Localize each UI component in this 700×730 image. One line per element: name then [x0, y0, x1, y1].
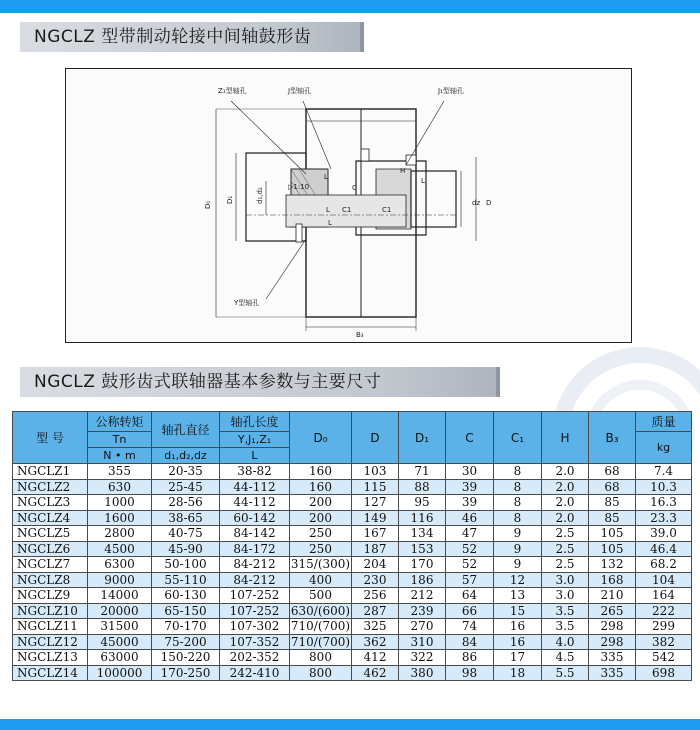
value-cell: 71	[399, 464, 446, 480]
value-cell: 85	[589, 495, 636, 511]
label-y-bore: Y型轴孔	[234, 299, 260, 307]
value-cell: 39.0	[636, 526, 692, 542]
table-row	[13, 495, 692, 511]
value-cell: 150-220	[152, 650, 220, 666]
model-cell: NGCLZ7	[13, 557, 88, 573]
value-cell: 200	[290, 495, 352, 511]
model-cell: NGCLZ14	[13, 665, 88, 681]
table-row	[13, 572, 692, 588]
parameter-table	[12, 411, 692, 681]
value-cell: 66	[446, 603, 494, 619]
value-cell: 265	[589, 603, 636, 619]
value-cell: 9	[494, 526, 542, 542]
value-cell: 462	[352, 665, 399, 681]
value-cell: 322	[399, 650, 446, 666]
table-row	[13, 650, 692, 666]
value-cell: 88	[399, 479, 446, 495]
value-cell: 52	[446, 557, 494, 573]
value-cell: 187	[352, 541, 399, 557]
value-cell: 8	[494, 464, 542, 480]
value-cell: 44-112	[220, 495, 290, 511]
value-cell: 355	[88, 464, 152, 480]
value-cell: 310	[399, 634, 446, 650]
value-cell: 16	[494, 634, 542, 650]
value-cell: 335	[589, 665, 636, 681]
value-cell: 45000	[88, 634, 152, 650]
coupling-drawing	[65, 68, 632, 343]
value-cell: 9	[494, 557, 542, 573]
value-cell: 5.5	[542, 665, 589, 681]
value-cell: 60-142	[220, 510, 290, 526]
value-cell: 9000	[88, 572, 152, 588]
value-cell: 186	[399, 572, 446, 588]
value-cell: 1600	[88, 510, 152, 526]
value-cell: 84-212	[220, 557, 290, 573]
value-cell: 315/(300)	[290, 557, 351, 572]
value-cell: 800	[290, 665, 352, 681]
value-cell: 103	[352, 464, 399, 480]
value-cell: 8	[494, 510, 542, 526]
value-cell: 200	[290, 510, 352, 526]
value-cell: 230	[352, 572, 399, 588]
table-row	[13, 619, 692, 635]
model-cell: NGCLZ9	[13, 588, 88, 604]
value-cell: 23.3	[636, 510, 692, 526]
label-d1d2: d₁,d₂	[256, 187, 264, 204]
value-cell: 4500	[88, 541, 152, 557]
value-cell: 20000	[88, 603, 152, 619]
table-row	[13, 634, 692, 650]
label-j-bore: J型轴孔	[288, 87, 312, 95]
value-cell: 160	[290, 479, 352, 495]
value-cell: 7.4	[636, 464, 692, 480]
value-cell: 12	[494, 572, 542, 588]
value-cell: 45-90	[152, 541, 220, 557]
model-cell: NGCLZ4	[13, 510, 88, 526]
table-row	[13, 603, 692, 619]
value-cell: 63000	[88, 650, 152, 666]
value-cell: 38-65	[152, 510, 220, 526]
value-cell: 60-130	[152, 588, 220, 604]
value-cell: 2.0	[542, 510, 589, 526]
value-cell: 57	[446, 572, 494, 588]
value-cell: 4.0	[542, 634, 589, 650]
header-c1: C₁	[494, 412, 542, 464]
value-cell: 153	[399, 541, 446, 557]
label-h: H	[400, 167, 406, 175]
model-cell: NGCLZ2	[13, 479, 88, 495]
value-cell: 299	[636, 619, 692, 635]
value-cell: 239	[399, 603, 446, 619]
label-taper: ▷1:10	[288, 183, 310, 191]
value-cell: 164	[636, 588, 692, 604]
value-cell: 98	[446, 665, 494, 681]
bottom-accent-bar	[0, 719, 700, 730]
header-c: C	[446, 412, 494, 464]
label-z1-bore: Z₁型轴孔	[218, 87, 247, 95]
value-cell: 74	[446, 619, 494, 635]
value-cell: 3.0	[542, 572, 589, 588]
value-cell: 55-110	[152, 572, 220, 588]
value-cell: 542	[636, 650, 692, 666]
value-cell: 222	[636, 603, 692, 619]
value-cell: 64	[446, 588, 494, 604]
value-cell: 52	[446, 541, 494, 557]
header-d1: D₁	[399, 412, 446, 464]
header-mass-unit: kg	[636, 432, 692, 464]
value-cell: 44-112	[220, 479, 290, 495]
value-cell: 50-100	[152, 557, 220, 573]
label-l-right: L	[421, 177, 425, 185]
value-cell: 325	[352, 619, 399, 635]
value-cell: 270	[399, 619, 446, 635]
model-cell: NGCLZ13	[13, 650, 88, 666]
table-row	[13, 464, 692, 480]
value-cell: 630/(600)	[290, 603, 351, 618]
model-cell: NGCLZ11	[13, 619, 88, 635]
value-cell: 86	[446, 650, 494, 666]
model-cell: NGCLZ8	[13, 572, 88, 588]
value-cell: 412	[352, 650, 399, 666]
value-cell: 168	[589, 572, 636, 588]
value-cell: 28-56	[152, 495, 220, 511]
value-cell: 256	[352, 588, 399, 604]
label-c: C	[352, 184, 357, 192]
value-cell: 149	[352, 510, 399, 526]
top-accent-bar	[0, 0, 700, 13]
value-cell: 75-200	[152, 634, 220, 650]
table-row	[13, 588, 692, 604]
value-cell: 13	[494, 588, 542, 604]
right-hub	[411, 171, 456, 227]
value-cell: 3.5	[542, 603, 589, 619]
value-cell: 630	[88, 479, 152, 495]
value-cell: 31500	[88, 619, 152, 635]
value-cell: 9	[494, 541, 542, 557]
value-cell: 2.5	[542, 526, 589, 542]
label-d1: D₁	[226, 195, 234, 204]
value-cell: 25-45	[152, 479, 220, 495]
label-l-mid: L	[326, 206, 330, 214]
value-cell: 2800	[88, 526, 152, 542]
value-cell: 400	[290, 572, 352, 588]
value-cell: 68	[589, 479, 636, 495]
value-cell: 84-172	[220, 541, 290, 557]
value-cell: 20-35	[152, 464, 220, 480]
value-cell: 287	[352, 603, 399, 619]
table-row	[13, 665, 692, 681]
model-cell: NGCLZ3	[13, 495, 88, 511]
model-cell: NGCLZ6	[13, 541, 88, 557]
label-j1-bore: J₁型轴孔	[438, 87, 464, 95]
header-mass: 质量	[636, 412, 692, 432]
value-cell: 132	[589, 557, 636, 573]
table-row	[13, 541, 692, 557]
value-cell: 84	[446, 634, 494, 650]
value-cell: 204	[352, 557, 399, 573]
value-cell: 298	[589, 619, 636, 635]
value-cell: 39	[446, 479, 494, 495]
header-torque-symbol: Tn	[88, 432, 152, 448]
label-c1-right: C1	[382, 206, 392, 214]
value-cell: 362	[352, 634, 399, 650]
table-row	[13, 479, 692, 495]
value-cell: 107-252	[220, 603, 290, 619]
value-cell: 134	[399, 526, 446, 542]
value-cell: 38-82	[220, 464, 290, 480]
value-cell: 100000	[88, 665, 152, 681]
label-dz: dz	[472, 199, 481, 207]
value-cell: 40-75	[152, 526, 220, 542]
value-cell: 16.3	[636, 495, 692, 511]
value-cell: 107-252	[220, 588, 290, 604]
label-l-top: L	[324, 173, 328, 181]
value-cell: 3.0	[542, 588, 589, 604]
value-cell: 170-250	[152, 665, 220, 681]
header-model: 型 号	[13, 412, 88, 464]
value-cell: 212	[399, 588, 446, 604]
value-cell: 382	[636, 634, 692, 650]
value-cell: 2.5	[542, 557, 589, 573]
value-cell: 65-150	[152, 603, 220, 619]
value-cell: 500	[290, 588, 352, 604]
value-cell: 160	[290, 464, 352, 480]
header-bore-length-l: L	[220, 448, 290, 464]
value-cell: 210	[589, 588, 636, 604]
value-cell: 8	[494, 495, 542, 511]
value-cell: 14000	[88, 588, 152, 604]
label-l-bottom: L	[328, 219, 332, 227]
header-bore-length-types: Y,J₁,Z₁	[220, 432, 290, 448]
value-cell: 46	[446, 510, 494, 526]
value-cell: 2.0	[542, 495, 589, 511]
value-cell: 2.5	[542, 541, 589, 557]
value-cell: 127	[352, 495, 399, 511]
value-cell: 335	[589, 650, 636, 666]
table-row	[13, 510, 692, 526]
table-body	[13, 464, 692, 681]
table-row	[13, 557, 692, 573]
drawing-section-title: NGCLZ 型带制动轮接中间轴鼓形齿	[20, 22, 364, 52]
value-cell: 68	[589, 464, 636, 480]
label-d: D	[486, 199, 492, 207]
value-cell: 30	[446, 464, 494, 480]
model-cell: NGCLZ1	[13, 464, 88, 480]
label-d0: D₀	[204, 200, 212, 209]
value-cell: 84-142	[220, 526, 290, 542]
value-cell: 710/(700)	[290, 634, 351, 649]
header-bore-symbols: d₁,d₂,dz	[152, 448, 220, 464]
model-cell: NGCLZ10	[13, 603, 88, 619]
value-cell: 250	[290, 526, 352, 542]
coupling-drawing-svg	[66, 69, 631, 342]
value-cell: 15	[494, 603, 542, 619]
value-cell: 47	[446, 526, 494, 542]
value-cell: 170	[399, 557, 446, 573]
value-cell: 800	[290, 650, 352, 666]
value-cell: 84-212	[220, 572, 290, 588]
header-torque-unit: N • m	[88, 448, 152, 464]
header-b3: B₃	[589, 412, 636, 464]
value-cell: 2.0	[542, 479, 589, 495]
value-cell: 104	[636, 572, 692, 588]
value-cell: 39	[446, 495, 494, 511]
model-cell: NGCLZ12	[13, 634, 88, 650]
header-d: D	[352, 412, 399, 464]
value-cell: 1000	[88, 495, 152, 511]
value-cell: 380	[399, 665, 446, 681]
value-cell: 8	[494, 479, 542, 495]
value-cell: 2.0	[542, 464, 589, 480]
value-cell: 105	[589, 526, 636, 542]
header-h: H	[542, 412, 589, 464]
table-section-title: NGCLZ 鼓形齿式联轴器基本参数与主要尺寸	[20, 367, 500, 397]
value-cell: 698	[636, 665, 692, 681]
label-b3: B₃	[356, 331, 364, 339]
value-cell: 242-410	[220, 665, 290, 681]
value-cell: 18	[494, 665, 542, 681]
value-cell: 17	[494, 650, 542, 666]
header-d0: D₀	[290, 412, 352, 464]
table-row	[13, 526, 692, 542]
value-cell: 10.3	[636, 479, 692, 495]
value-cell: 105	[589, 541, 636, 557]
value-cell: 107-352	[220, 634, 290, 650]
header-bore-length: 轴孔长度	[220, 412, 290, 432]
value-cell: 107-302	[220, 619, 290, 635]
value-cell: 3.5	[542, 619, 589, 635]
value-cell: 4.5	[542, 650, 589, 666]
value-cell: 85	[589, 510, 636, 526]
value-cell: 202-352	[220, 650, 290, 666]
value-cell: 46.4	[636, 541, 692, 557]
model-cell: NGCLZ5	[13, 526, 88, 542]
value-cell: 95	[399, 495, 446, 511]
header-torque: 公称转矩	[88, 412, 152, 432]
value-cell: 16	[494, 619, 542, 635]
value-cell: 298	[589, 634, 636, 650]
header-bore: 轴孔直径	[152, 412, 220, 448]
value-cell: 70-170	[152, 619, 220, 635]
label-c1-left: C1	[342, 206, 352, 214]
value-cell: 6300	[88, 557, 152, 573]
value-cell: 116	[399, 510, 446, 526]
value-cell: 250	[290, 541, 352, 557]
value-cell: 115	[352, 479, 399, 495]
value-cell: 68.2	[636, 557, 692, 573]
value-cell: 710/(700)	[290, 619, 351, 634]
value-cell: 167	[352, 526, 399, 542]
bolt	[296, 224, 302, 242]
